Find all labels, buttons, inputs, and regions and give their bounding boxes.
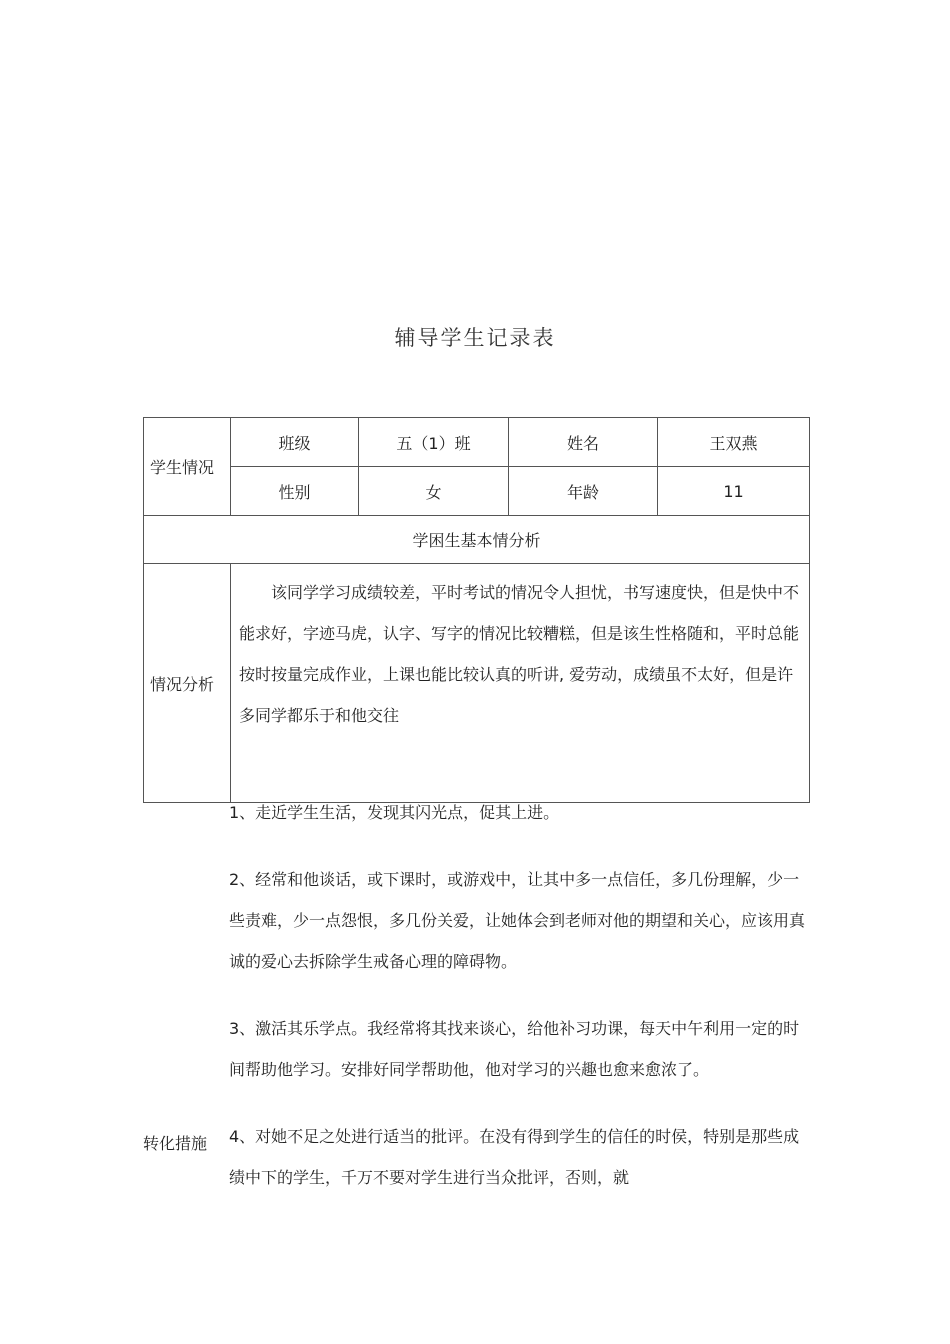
name-value: 王双燕	[658, 418, 810, 467]
gender-label: 性别	[231, 467, 359, 516]
gender-value: 女	[359, 467, 509, 516]
student-info-label: 学生情况	[144, 418, 231, 516]
analysis-cell	[231, 564, 810, 803]
table-row	[144, 418, 810, 467]
table-row	[144, 516, 810, 564]
student-record-table	[143, 417, 810, 803]
analysis-text: 该同学学习成绩较差，平时考试的情况令人担忧，书写速度快，但是快中不能求好，字迹马虎，认字、写字的情况比较糟糕，但是该生性格随和，平时总能按时按量完成作业，上课也能比较认真的听讲, 爱劳动，成绩虽不太好，但是许多同学都乐于和他交往	[239, 583, 800, 725]
document-title: 辅导学生记录表	[394, 326, 556, 350]
measures-list	[229, 792, 809, 1224]
measure-item: 2、经常和他谈话，或下课时，或游戏中，让其中多一点信任，多几份理解，少一些责难，少一点怨恨，多几份关爱，让她体会到老师对他的期望和关心，应该用真诚的爱心去拆除学生戒备心理的障碍物。	[229, 870, 806, 971]
table-row	[144, 467, 810, 516]
class-label: 班级	[231, 418, 359, 467]
measures-label: 转化措施	[143, 1134, 208, 1153]
analysis-header: 学困生基本情分析	[144, 516, 810, 564]
class-value: 五（1）班	[359, 418, 509, 467]
table-row	[144, 564, 810, 803]
measure-item: 3、激活其乐学点。我经常将其找来谈心，给他补习功课，每天中午利用一定的时间帮助他学习。安排好同学帮助他，他对学习的兴趣也愈来愈浓了。	[229, 1019, 800, 1079]
measure-item: 1、走近学生生活，发现其闪光点，促其上进。	[229, 803, 560, 822]
name-label: 姓名	[509, 418, 658, 467]
age-label: 年龄	[509, 467, 658, 516]
analysis-label: 情况分析	[144, 564, 231, 803]
age-value: 11	[658, 467, 810, 516]
measure-item: 4、对她不足之处进行适当的批评。在没有得到学生的信任的时侯，特别是那些成绩中下的学生，千万不要对学生进行当众批评，否则，就	[229, 1127, 800, 1187]
